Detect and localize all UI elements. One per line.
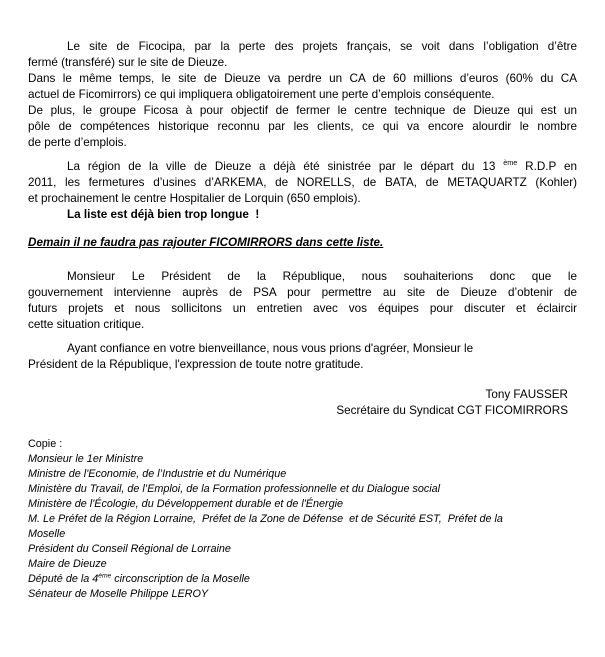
text-segment: Monsieur Le Président de la République, nous souhaiterions donc que le	[67, 270, 577, 283]
text-segment: Monsieur le 1er Ministre	[28, 453, 144, 465]
text-line	[28, 387, 568, 403]
superscript-text: ème	[98, 572, 112, 580]
paragraph-demande-president	[28, 269, 577, 333]
copy-list	[28, 437, 577, 602]
text-line	[28, 87, 577, 103]
text-line	[28, 587, 577, 602]
text-segment: Le site de Ficocipa, par la perte des projets français, se voit dans l’obligation d’être	[67, 40, 577, 53]
text-segment: Dans le même temps, le site de Dieuze va perdre un CA de 60 millions d’euros (60% du CA	[28, 72, 577, 85]
text-line	[28, 175, 577, 191]
text-segment: futurs projets et nous sollicitons un entretien avec vos équipes pour discuter et éclaircir	[28, 302, 577, 315]
text-segment: et prochainement le centre Hospitalier de Lorquin (650 emplois).	[28, 192, 361, 205]
text-segment: Demain il ne faudra pas rajouter FICOMIRRORS dans cette liste.	[28, 236, 384, 249]
text-segment: Copie :	[28, 438, 63, 450]
text-segment: 2011, les fermetures d’usines d’ARKEMA, de NORELLS, de BATA, de METAQUARTZ (Kohler)	[28, 176, 577, 189]
text-line	[28, 542, 577, 557]
superscript-text: ème	[503, 158, 518, 168]
text-line	[28, 191, 577, 207]
text-line	[28, 39, 577, 55]
text-segment: De plus, le groupe Ficosa à pour objectif de fermer le centre technique de Dieuze qui est un	[28, 104, 577, 117]
text-line	[28, 301, 577, 317]
text-line	[28, 269, 577, 285]
text-line	[28, 235, 577, 251]
text-line	[28, 207, 577, 223]
text-segment: de perte d’emplois.	[28, 136, 127, 149]
paragraph-ficocipa-closure	[28, 39, 577, 151]
text-segment: gouvernement intervienne auprès de PSA pour permettre au site de Dieuze d’obtenir de	[28, 286, 577, 299]
text-segment: Ayant confiance en votre bienveillance, nous vous prions d'agréer, Monsieur le	[67, 342, 474, 355]
paragraph-region-sinistree	[28, 159, 577, 223]
text-segment: Moselle	[28, 528, 66, 540]
text-segment: Maire de Dieuze	[28, 558, 107, 570]
text-line	[28, 572, 577, 587]
text-line	[28, 452, 577, 467]
text-segment: Tony FAUSSER	[485, 388, 568, 401]
text-line	[28, 557, 577, 572]
text-segment: circonscription de la Moselle	[111, 573, 250, 585]
text-line	[28, 467, 577, 482]
text-line	[28, 71, 577, 87]
signature-block	[28, 387, 577, 419]
text-line	[28, 119, 577, 135]
text-segment: Ministère du Travail, de l’Emploi, de la Formation professionnelle et du Dialogue social	[28, 483, 441, 495]
text-segment: Ministre de l'Economie, de l’Industrie et du Numérique	[28, 468, 287, 480]
paragraph-formule-politesse	[28, 341, 577, 373]
text-segment: La région de la ville de Dieuze a déjà été sinistrée par le départ du 13	[67, 160, 504, 173]
paragraph-demain-avertissement	[28, 235, 577, 251]
text-segment: M. Le Préfet de la Région Lorraine, Préfet de la Zone de Défense et de Sécurité EST, Préfet de la	[28, 513, 503, 525]
text-line	[28, 357, 577, 373]
text-line	[28, 55, 577, 71]
text-segment: Député de la 4	[28, 573, 99, 585]
text-segment: Président du Conseil Régional de Lorraine	[28, 543, 231, 555]
text-line	[28, 159, 577, 175]
text-segment: R.D.P en	[517, 160, 577, 173]
text-line	[28, 103, 577, 119]
text-line	[28, 403, 568, 419]
text-line	[28, 135, 577, 151]
text-line	[28, 482, 577, 497]
text-segment: Sénateur de Moselle Philippe LEROY	[28, 588, 209, 600]
text-line	[28, 317, 577, 333]
text-segment: Ministère de l'Écologie, du Développement durable et de l'Énergie	[28, 498, 344, 510]
text-line	[28, 285, 577, 301]
letter-body	[28, 39, 577, 602]
text-line	[28, 512, 577, 527]
text-segment: Président de la République, l'expression de toute notre gratitude.	[28, 358, 364, 371]
text-segment: cette situation critique.	[28, 318, 145, 331]
text-line	[28, 527, 577, 542]
text-segment: Secrétaire du Syndicat CGT FICOMIRRORS	[336, 404, 568, 417]
text-line	[28, 497, 577, 512]
text-line	[28, 341, 577, 357]
text-segment: fermé (transféré) sur le site de Dieuze.	[28, 56, 228, 69]
text-segment: actuel de Ficomirrors) ce qui impliquera obligatoirement une perte d’emplois conséquente.	[28, 88, 495, 101]
text-segment: La liste est déjà bien trop longue !	[67, 208, 260, 221]
text-line	[28, 437, 577, 452]
text-segment: pôle de compétences historique reconnu par les clients, ce qui va encore alourdir le nombre	[28, 120, 577, 133]
